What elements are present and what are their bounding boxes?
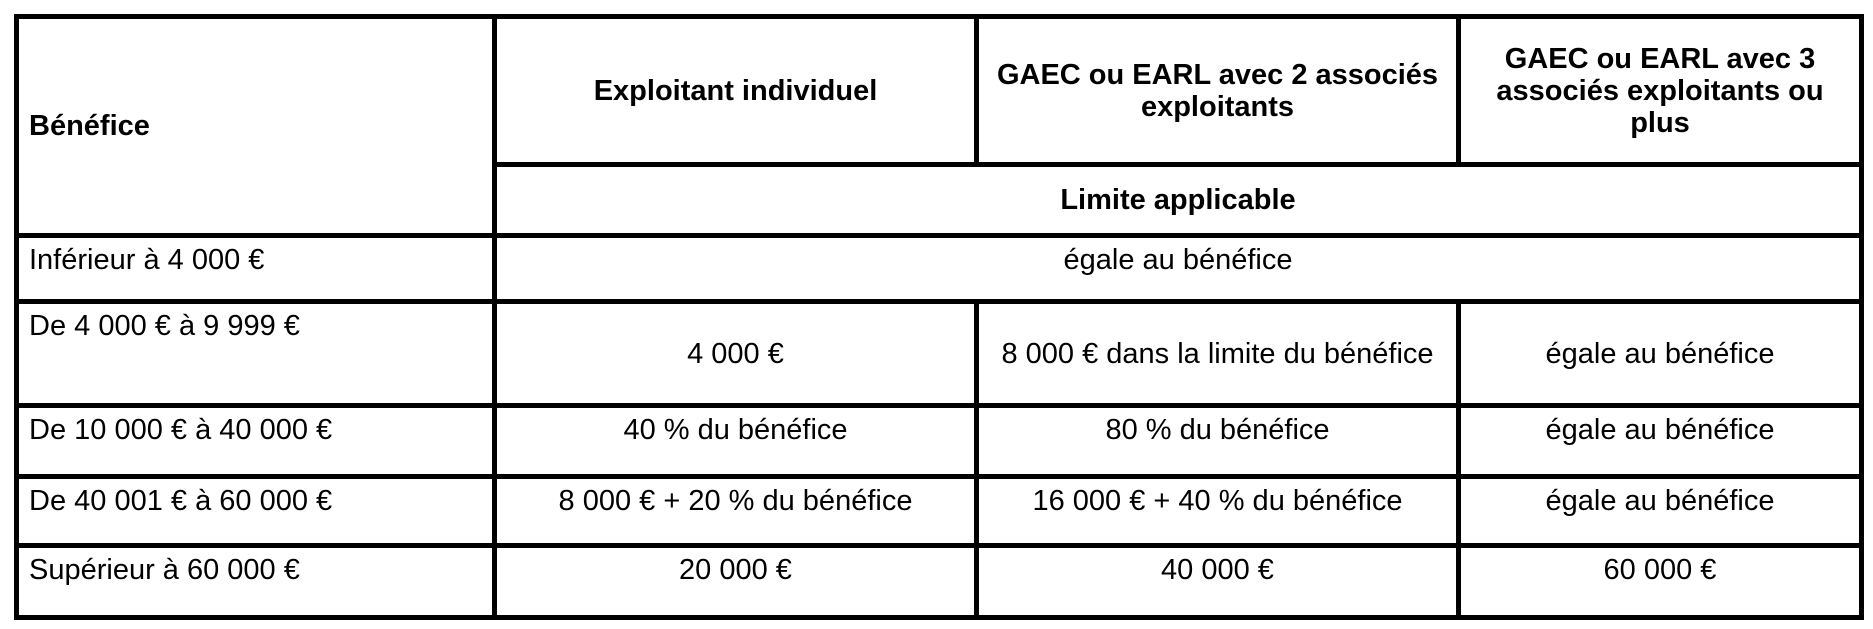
header-exploitant-individuel: Exploitant individuel xyxy=(495,17,977,165)
cell-individuel: 4 000 € xyxy=(495,302,977,406)
cell-individuel: 40 % du bénéfice xyxy=(495,406,977,477)
header-row xyxy=(17,17,1862,165)
row-label: De 10 000 € à 40 000 € xyxy=(17,406,495,477)
cell-gaec-2: 40 000 € xyxy=(977,546,1459,618)
table-row xyxy=(17,302,1862,406)
header-gaec-3-associes: GAEC ou EARL avec 3 associés exploitants ou plus xyxy=(1459,17,1862,165)
header-limite-applicable: Limite applicable xyxy=(495,165,1862,236)
cell-merged-limit: égale au bénéfice xyxy=(495,236,1862,302)
cell-individuel: 20 000 € xyxy=(495,546,977,618)
table-row xyxy=(17,406,1862,477)
table-row xyxy=(17,546,1862,618)
cell-gaec-2: 80 % du bénéfice xyxy=(977,406,1459,477)
row-label: Inférieur à 4 000 € xyxy=(17,236,495,302)
table-row xyxy=(17,477,1862,546)
row-label: Supérieur à 60 000 € xyxy=(17,546,495,618)
cell-gaec-2: 16 000 € + 40 % du bénéfice xyxy=(977,477,1459,546)
cell-gaec-3: égale au bénéfice xyxy=(1459,302,1862,406)
cell-individuel: 8 000 € + 20 % du bénéfice xyxy=(495,477,977,546)
header-benefice: Bénéfice xyxy=(17,17,495,236)
row-label: De 40 001 € à 60 000 € xyxy=(17,477,495,546)
benefice-limit-table xyxy=(14,14,1864,620)
cell-gaec-3: égale au bénéfice xyxy=(1459,477,1862,546)
cell-gaec-3: 60 000 € xyxy=(1459,546,1862,618)
table-row xyxy=(17,236,1862,302)
header-gaec-2-associes: GAEC ou EARL avec 2 associés exploitants xyxy=(977,17,1459,165)
row-label: De 4 000 € à 9 999 € xyxy=(17,302,495,406)
cell-gaec-3: égale au bénéfice xyxy=(1459,406,1862,477)
cell-gaec-2: 8 000 € dans la limite du bénéfice xyxy=(977,302,1459,406)
